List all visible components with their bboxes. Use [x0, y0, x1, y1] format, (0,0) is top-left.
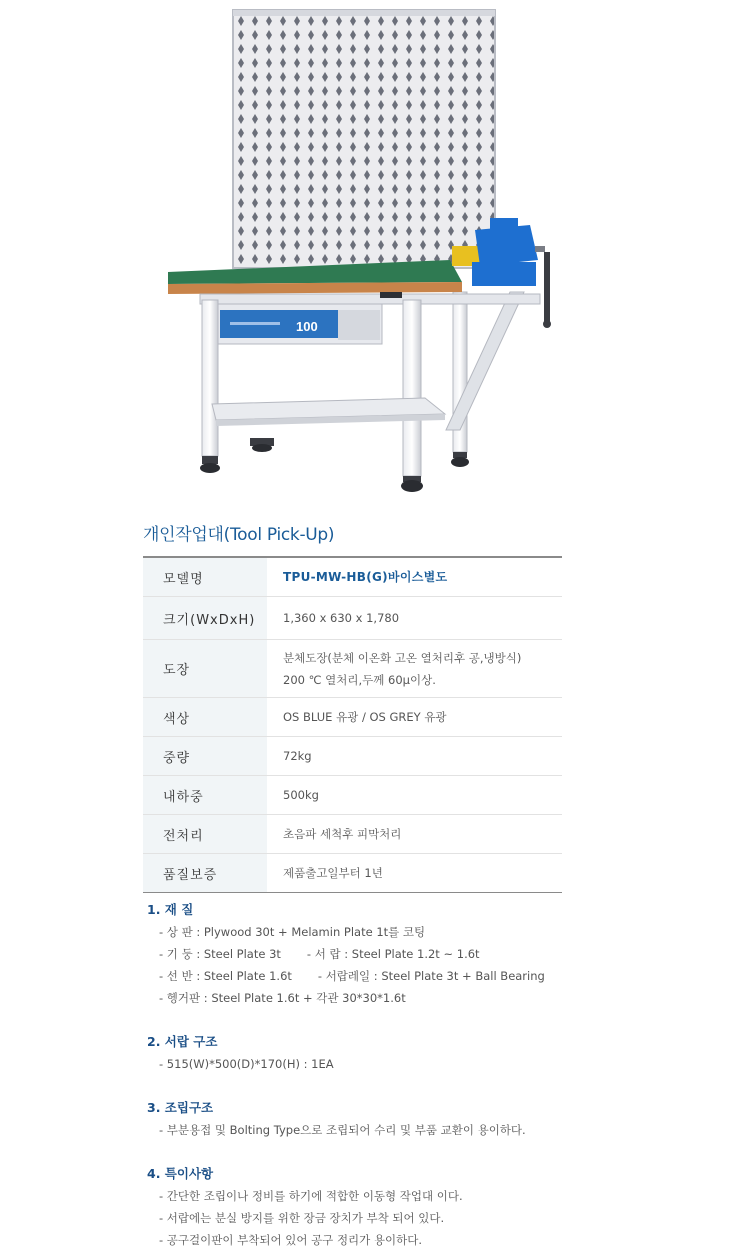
section-item [147, 921, 545, 943]
section-item-text: - 헹거판 : Steel Plate 1.6t + 각관 30*30*1.6t [159, 991, 406, 1005]
spec-table [143, 556, 562, 893]
spec-value-line: 초음파 세척후 피막처리 [283, 827, 402, 841]
spec-label: 크기(WxDxH) [143, 597, 267, 639]
section-drawer-structure [147, 1031, 334, 1075]
section-features [147, 1163, 463, 1251]
spec-value-line: 200 ℃ 열처리,두께 60μ이상. [283, 672, 436, 687]
spec-label: 내하중 [143, 776, 267, 814]
spec-value [267, 854, 562, 892]
section-item [147, 943, 545, 965]
section-item-text: - 간단한 조립이나 정비를 하기에 적합한 이동형 작업대 이다. [159, 1189, 463, 1203]
spec-value-line: 1,360 x 630 x 1,780 [283, 611, 400, 625]
spec-row [143, 698, 562, 737]
spec-value [267, 640, 562, 697]
section-item [147, 1119, 526, 1141]
section-item-text: - 부분용접 및 Bolting Type으로 조립되어 수리 및 부품 교환이 용이하다. [159, 1123, 526, 1137]
spec-label: 색상 [143, 698, 267, 736]
spec-value [267, 737, 562, 775]
spec-value [267, 776, 562, 814]
section-item-text: - 선 반 : Steel Plate 1.6t [159, 969, 292, 983]
section-item [147, 1229, 463, 1251]
spec-value-line: 72kg [283, 749, 312, 763]
spec-value [267, 558, 562, 596]
spec-value [267, 698, 562, 736]
spec-value [267, 597, 562, 639]
spec-row [143, 776, 562, 815]
section-heading: 1. 재 질 [147, 902, 194, 917]
section-item-text: - 서 랍 : Steel Plate 1.2t ~ 1.6t [306, 947, 480, 961]
spec-label: 모델명 [143, 558, 267, 596]
spec-row [143, 558, 562, 597]
section-item-text: - 상 판 : Plywood 30t + Melamin Plate 1t를 코팅 [159, 925, 426, 939]
section-item [147, 1207, 463, 1229]
spec-value-line: OS BLUE 유광 / OS GREY 유광 [283, 710, 447, 724]
section-item [147, 1185, 463, 1207]
spec-row [143, 737, 562, 776]
section-item [147, 987, 545, 1009]
section-heading: 4. 특이사항 [147, 1166, 214, 1181]
drawer-number: 100 [296, 319, 318, 334]
section-item-text: - 서랍레일 : Steel Plate 3t + Ball Bearing [317, 969, 545, 983]
spec-row [143, 597, 562, 640]
pegboard [233, 10, 495, 268]
spec-row [143, 640, 562, 698]
product-title: 개인작업대(Tool Pick-Up) [143, 525, 335, 545]
section-assembly [147, 1097, 526, 1141]
section-item-text: - 515(W)*500(D)*170(H) : 1EA [159, 1057, 334, 1071]
section-heading: 2. 서랍 구조 [147, 1034, 218, 1049]
spec-value-line: TPU-MW-HB(G)바이스별도 [283, 570, 448, 584]
section-material [147, 899, 545, 1009]
spec-row [143, 854, 562, 892]
section-item-text: - 기 둥 : Steel Plate 3t [159, 947, 281, 961]
spec-value-line: 분체도장(분체 이온화 고온 열처리후 공,냉방식) [283, 650, 522, 665]
section-item [147, 965, 545, 987]
spec-label: 중량 [143, 737, 267, 775]
section-item-text: - 공구걸이판이 부착되어 있어 공구 정리가 용이하다. [159, 1233, 423, 1247]
product-image [150, 0, 580, 505]
spec-value [267, 815, 562, 853]
section-item-text: - 서랍에는 분실 방지를 위한 장금 장치가 부착 되어 있다. [159, 1211, 445, 1225]
spec-row [143, 815, 562, 854]
spec-label: 전처리 [143, 815, 267, 853]
spec-value-line: 제품출고일부터 1년 [283, 866, 383, 880]
spec-label: 품질보증 [143, 854, 267, 892]
section-heading: 3. 조립구조 [147, 1100, 214, 1115]
spec-label: 도장 [143, 640, 267, 697]
spec-value-line: 500kg [283, 788, 319, 802]
section-item [147, 1053, 334, 1075]
